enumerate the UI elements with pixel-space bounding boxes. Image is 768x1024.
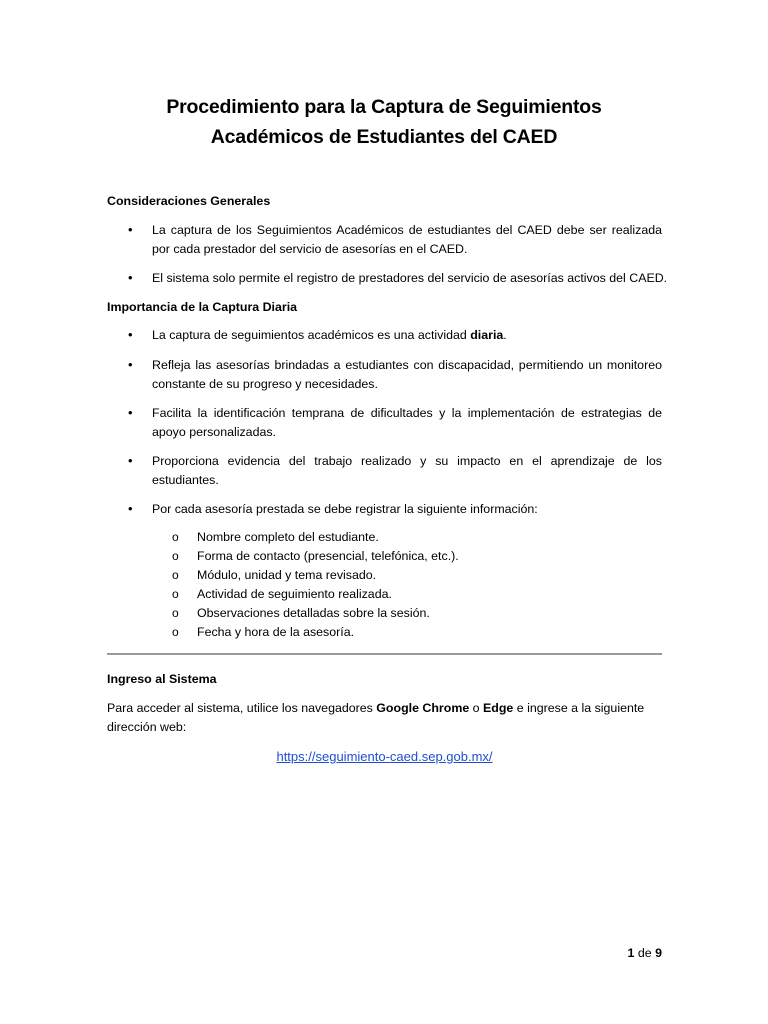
access-paragraph	[107, 699, 662, 736]
page-total: 9	[655, 946, 662, 960]
paragraph-text: e ingrese a la siguiente dirección web:	[107, 701, 645, 734]
list-item: La captura de los Seguimientos Académicos de estudiantes del CAED debe ser realizada por cada prestador del servicio de asesorías en el CAED.	[152, 223, 662, 256]
heading-consideraciones: Consideraciones Generales	[107, 194, 271, 208]
bullet-marker: •	[128, 405, 133, 420]
title-line-1: Procedimiento para la Captura de Seguimientos	[166, 96, 602, 118]
sub-list-item: Fecha y hora de la asesoría.	[197, 625, 355, 639]
paragraph-text: Para acceder al sistema, utilice los navegadores	[107, 701, 377, 715]
page-number	[628, 944, 662, 962]
page-separator: de	[634, 946, 656, 960]
list-item: Refleja las asesorías brindadas a estudiantes con discapacidad, permitiendo un monitoreo constante de su progreso y necesidades.	[152, 358, 662, 391]
bullet-marker: •	[128, 327, 133, 342]
browser-edge: Edge	[483, 701, 514, 715]
list-item: Proporciona evidencia del trabajo realizado y su impacto en el aprendizaje de los estudiantes.	[152, 454, 662, 487]
list-item: Por cada asesoría prestada se debe registrar la siguiente información:	[152, 502, 538, 516]
sub-list-item: Observaciones detalladas sobre la sesión.	[197, 606, 430, 620]
list-item: El sistema solo permite el registro de prestadores del servicio de asesorías activos del CAED.	[152, 271, 668, 285]
system-url-container	[107, 748, 662, 766]
page-current: 1	[627, 946, 635, 960]
list-item-text: La captura de seguimientos académicos es una actividad	[152, 328, 471, 342]
list-item-emphasis: diaria	[470, 328, 504, 342]
list-item: Facilita la identificación temprana de dificultades y la implementación de estrategias de apoyo personalizadas.	[152, 406, 662, 439]
browser-chrome: Google Chrome	[376, 701, 470, 715]
circle-marker: o	[172, 530, 179, 544]
bullet-marker: •	[128, 222, 133, 237]
circle-marker: o	[172, 606, 179, 620]
bullet-marker: •	[128, 357, 133, 372]
system-url-link[interactable]: https://seguimiento-caed.sep.gob.mx/	[276, 749, 493, 764]
list-item-punctuation: .	[503, 328, 507, 342]
sub-list-item: Nombre completo del estudiante.	[197, 530, 379, 544]
horizontal-divider	[107, 653, 662, 655]
circle-marker: o	[172, 625, 179, 639]
sub-list-item: Forma de contacto (presencial, telefónica, etc.).	[197, 549, 459, 563]
bullet-marker: •	[128, 270, 133, 285]
heading-importancia: Importancia de la Captura Diaria	[107, 300, 298, 314]
sub-list-item: Actividad de seguimiento realizada.	[197, 587, 392, 601]
circle-marker: o	[172, 568, 179, 582]
circle-marker: o	[172, 587, 179, 601]
circle-marker: o	[172, 549, 179, 563]
sub-list-item: Módulo, unidad y tema revisado.	[197, 568, 377, 582]
title-line-2: Académicos de Estudiantes del CAED	[210, 126, 558, 148]
heading-ingreso: Ingreso al Sistema	[107, 672, 217, 686]
bullet-marker: •	[128, 501, 133, 516]
document-title	[60, 92, 708, 152]
paragraph-text: o	[469, 701, 484, 715]
bullet-marker: •	[128, 453, 133, 468]
list-item	[152, 326, 662, 345]
